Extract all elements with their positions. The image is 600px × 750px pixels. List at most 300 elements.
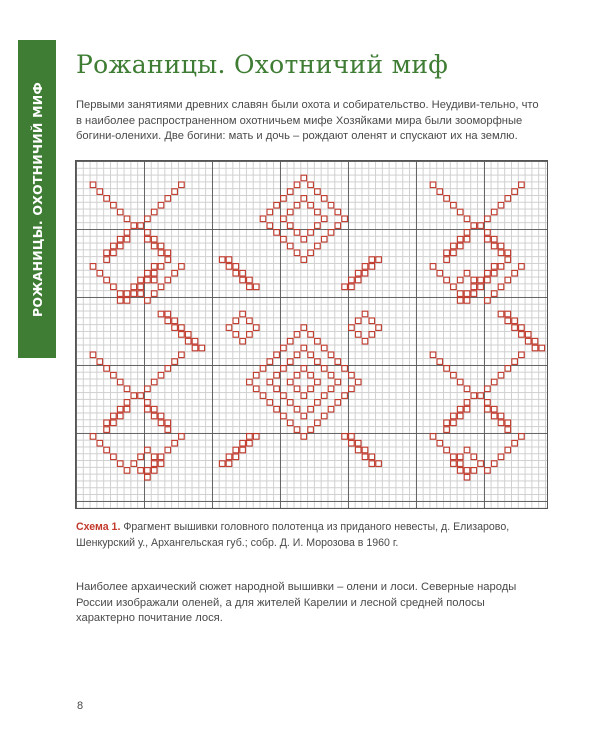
stitch-cell bbox=[301, 175, 307, 181]
stitch-cell bbox=[281, 216, 287, 222]
stitch-cell bbox=[145, 406, 151, 412]
stitch-cell bbox=[104, 447, 110, 453]
stitch-cell bbox=[138, 393, 144, 399]
stitch-cell bbox=[301, 257, 307, 263]
stitch-cell bbox=[131, 461, 137, 467]
stitch-cell bbox=[376, 325, 382, 331]
embroidery-scheme bbox=[75, 160, 548, 509]
stitch-cell bbox=[301, 325, 307, 331]
stitch-cell bbox=[451, 420, 457, 426]
stitch-cell bbox=[301, 434, 307, 440]
stitch-cell bbox=[505, 311, 511, 317]
stitch-cell bbox=[342, 434, 348, 440]
stitch-cell bbox=[451, 202, 457, 208]
stitch-cell bbox=[90, 434, 96, 440]
stitch-cell bbox=[151, 277, 157, 283]
stitch-cell bbox=[349, 325, 355, 331]
stitch-cell bbox=[464, 468, 470, 474]
stitch-cell bbox=[315, 420, 321, 426]
stitch-cell bbox=[226, 257, 232, 263]
stitch-cell bbox=[328, 386, 334, 392]
stitch-cell bbox=[512, 189, 518, 195]
stitch-cell bbox=[124, 230, 130, 236]
stitch-cell bbox=[240, 277, 246, 283]
stitch-cell bbox=[491, 270, 497, 276]
stitch-cell bbox=[247, 284, 253, 290]
stitch-cell bbox=[355, 440, 361, 446]
stitch-cell bbox=[145, 386, 151, 392]
stitch-cell bbox=[179, 434, 185, 440]
stitch-cell bbox=[525, 332, 531, 338]
stitch-cell bbox=[294, 352, 300, 358]
stitch-cell bbox=[315, 223, 321, 229]
stitch-cell bbox=[519, 182, 525, 188]
stitch-cell bbox=[124, 406, 130, 412]
stitch-cell bbox=[192, 345, 198, 351]
stitch-cell bbox=[240, 440, 246, 446]
stitch-cell bbox=[145, 400, 151, 406]
stitch-cell bbox=[151, 454, 157, 460]
stitch-cell bbox=[111, 243, 117, 249]
stitch-cell bbox=[355, 270, 361, 276]
stitch-cell bbox=[124, 216, 130, 222]
stitch-cell bbox=[369, 454, 375, 460]
stitch-cell bbox=[111, 250, 117, 256]
stitch-cell bbox=[457, 291, 463, 297]
stitch-cell bbox=[512, 440, 518, 446]
stitch-cell bbox=[111, 284, 117, 290]
stitch-cell bbox=[328, 372, 334, 378]
stitch-cell bbox=[478, 393, 484, 399]
stitch-cell bbox=[505, 447, 511, 453]
stitch-cell bbox=[287, 209, 293, 215]
stitch-cell bbox=[430, 352, 436, 358]
stitch-cell bbox=[151, 406, 157, 412]
stitch-cell bbox=[117, 243, 123, 249]
stitch-cell bbox=[505, 277, 511, 283]
stitch-cell bbox=[349, 277, 355, 283]
stitch-cell bbox=[308, 352, 314, 358]
embroidery-pattern bbox=[76, 161, 549, 510]
stitch-cell bbox=[104, 277, 110, 283]
stitch-cell bbox=[233, 318, 239, 324]
stitch-cell bbox=[308, 332, 314, 338]
stitch-cell bbox=[172, 325, 178, 331]
stitch-cell bbox=[444, 250, 450, 256]
stitch-cell bbox=[321, 216, 327, 222]
stitch-cell bbox=[165, 318, 171, 324]
stitch-cell bbox=[321, 413, 327, 419]
stitch-cell bbox=[498, 311, 504, 317]
stitch-cell bbox=[124, 236, 130, 242]
stitch-cell bbox=[335, 400, 341, 406]
stitch-cell bbox=[151, 291, 157, 297]
stitch-cell bbox=[519, 325, 525, 331]
stitch-cell bbox=[226, 461, 232, 467]
stitch-cell bbox=[260, 216, 266, 222]
stitch-cell bbox=[267, 379, 273, 385]
stitch-cell bbox=[158, 311, 164, 317]
stitch-cell bbox=[240, 311, 246, 317]
stitch-cell bbox=[131, 284, 137, 290]
stitch-cell bbox=[349, 372, 355, 378]
stitch-cell bbox=[165, 277, 171, 283]
stitch-cell bbox=[151, 243, 157, 249]
stitch-cell bbox=[321, 345, 327, 351]
stitch-cell bbox=[349, 434, 355, 440]
stitch-cell bbox=[294, 230, 300, 236]
stitch-cell bbox=[158, 202, 164, 208]
stitch-cell bbox=[539, 345, 545, 351]
stitch-cell bbox=[308, 182, 314, 188]
stitch-cell bbox=[457, 454, 463, 460]
stitch-cell bbox=[138, 284, 144, 290]
stitch-cell bbox=[451, 284, 457, 290]
stitch-cell bbox=[138, 291, 144, 297]
stitch-cell bbox=[111, 202, 117, 208]
stitch-cell bbox=[145, 270, 151, 276]
stitch-cell bbox=[281, 345, 287, 351]
stitch-cell bbox=[376, 461, 382, 467]
stitch-cell bbox=[464, 406, 470, 412]
stitch-cell bbox=[328, 406, 334, 412]
stitch-cell bbox=[444, 420, 450, 426]
stitch-cell bbox=[172, 270, 178, 276]
stitch-cell bbox=[505, 196, 511, 202]
stitch-cell bbox=[117, 406, 123, 412]
stitch-cell bbox=[362, 264, 368, 270]
stitch-cell bbox=[485, 400, 491, 406]
stitch-cell bbox=[247, 277, 253, 283]
stitch-cell bbox=[342, 366, 348, 372]
stitch-cell bbox=[97, 359, 103, 365]
stitch-cell bbox=[138, 454, 144, 460]
stitch-cell bbox=[362, 454, 368, 460]
stitch-cell bbox=[90, 352, 96, 358]
stitch-cell bbox=[308, 386, 314, 392]
stitch-cell bbox=[151, 209, 157, 215]
stitch-cell bbox=[321, 236, 327, 242]
stitch-cell bbox=[287, 338, 293, 344]
stitch-cell bbox=[117, 209, 123, 215]
stitch-cell bbox=[328, 352, 334, 358]
stitch-cell bbox=[321, 366, 327, 372]
stitch-cell bbox=[498, 372, 504, 378]
stitch-cell bbox=[233, 447, 239, 453]
stitch-cell bbox=[430, 182, 436, 188]
stitch-cell bbox=[451, 250, 457, 256]
stitch-cell bbox=[308, 202, 314, 208]
stitch-cell bbox=[532, 338, 538, 344]
stitch-cell bbox=[457, 277, 463, 283]
stitch-cell bbox=[158, 420, 164, 426]
stitch-cell bbox=[97, 189, 103, 195]
stitch-cell bbox=[437, 440, 443, 446]
stitch-cell bbox=[247, 379, 253, 385]
stitch-cell bbox=[505, 257, 511, 263]
stitch-cell bbox=[451, 461, 457, 467]
stitch-cell bbox=[315, 209, 321, 215]
stitch-cell bbox=[471, 284, 477, 290]
stitch-cell bbox=[281, 366, 287, 372]
stitch-cell bbox=[151, 264, 157, 270]
stitch-cell bbox=[233, 454, 239, 460]
stitch-cell bbox=[335, 209, 341, 215]
stitch-cell bbox=[179, 332, 185, 338]
stitch-cell bbox=[240, 338, 246, 344]
stitch-cell bbox=[240, 270, 246, 276]
stitch-cell bbox=[267, 359, 273, 365]
stitch-cell bbox=[219, 257, 225, 263]
stitch-cell bbox=[519, 332, 525, 338]
stitch-cell bbox=[498, 454, 504, 460]
stitch-cell bbox=[253, 325, 259, 331]
stitch-cell bbox=[369, 318, 375, 324]
stitch-cell bbox=[444, 196, 450, 202]
stitch-cell bbox=[247, 434, 253, 440]
stitch-cell bbox=[355, 379, 361, 385]
stitch-cell bbox=[362, 338, 368, 344]
stitch-cell bbox=[301, 236, 307, 242]
stitch-cell bbox=[362, 447, 368, 453]
stitch-cell bbox=[519, 434, 525, 440]
stitch-cell bbox=[287, 379, 293, 385]
stitch-cell bbox=[138, 223, 144, 229]
stitch-cell bbox=[301, 196, 307, 202]
stitch-cell bbox=[491, 406, 497, 412]
stitch-cell bbox=[301, 393, 307, 399]
stitch-cell bbox=[437, 270, 443, 276]
stitch-cell bbox=[158, 284, 164, 290]
stitch-cell bbox=[267, 209, 273, 215]
stitch-cell bbox=[498, 420, 504, 426]
stitch-cell bbox=[219, 461, 225, 467]
stitch-cell bbox=[158, 413, 164, 419]
stitch-cell bbox=[342, 216, 348, 222]
stitch-cell bbox=[485, 270, 491, 276]
stitch-cell bbox=[471, 277, 477, 283]
stitch-cell bbox=[301, 366, 307, 372]
stitch-cell bbox=[267, 400, 273, 406]
stitch-cell bbox=[138, 277, 144, 283]
stitch-cell bbox=[247, 318, 253, 324]
stitch-cell bbox=[253, 372, 259, 378]
stitch-cell bbox=[464, 230, 470, 236]
stitch-cell bbox=[165, 427, 171, 433]
stitch-cell bbox=[532, 345, 538, 351]
stitch-cell bbox=[464, 298, 470, 304]
stitch-cell bbox=[457, 236, 463, 242]
stitch-cell bbox=[172, 359, 178, 365]
stitch-cell bbox=[158, 264, 164, 270]
stitch-cell bbox=[485, 236, 491, 242]
stitch-cell bbox=[444, 427, 450, 433]
stitch-cell bbox=[247, 440, 253, 446]
stitch-cell bbox=[240, 447, 246, 453]
stitch-cell bbox=[308, 406, 314, 412]
stitch-cell bbox=[158, 243, 164, 249]
stitch-cell bbox=[117, 461, 123, 467]
stitch-cell bbox=[512, 270, 518, 276]
stitch-cell bbox=[233, 264, 239, 270]
stitch-cell bbox=[451, 454, 457, 460]
stitch-cell bbox=[90, 264, 96, 270]
stitch-cell bbox=[247, 332, 253, 338]
stitch-cell bbox=[464, 400, 470, 406]
stitch-cell bbox=[471, 393, 477, 399]
stitch-cell bbox=[274, 352, 280, 358]
stitch-cell bbox=[281, 393, 287, 399]
stitch-cell bbox=[185, 332, 191, 338]
stitch-cell bbox=[124, 298, 130, 304]
stitch-cell bbox=[124, 291, 130, 297]
stitch-cell bbox=[519, 264, 525, 270]
stitch-cell bbox=[451, 243, 457, 249]
stitch-cell bbox=[485, 386, 491, 392]
stitch-cell bbox=[464, 447, 470, 453]
stitch-cell bbox=[117, 413, 123, 419]
stitch-cell bbox=[308, 372, 314, 378]
stitch-cell bbox=[117, 291, 123, 297]
stitch-cell bbox=[97, 440, 103, 446]
stitch-cell bbox=[369, 332, 375, 338]
stitch-cell bbox=[172, 318, 178, 324]
stitch-cell bbox=[349, 284, 355, 290]
stitch-cell bbox=[117, 298, 123, 304]
stitch-cell bbox=[138, 468, 144, 474]
stitch-cell bbox=[151, 468, 157, 474]
stitch-cell bbox=[233, 332, 239, 338]
stitch-cell bbox=[165, 311, 171, 317]
stitch-cell bbox=[308, 250, 314, 256]
stitch-cell bbox=[328, 230, 334, 236]
stitch-cell bbox=[376, 257, 382, 263]
body-paragraph: Наиболее архаический сюжет народной вышивки – олени и лоси. Северные народы России изображали оленей, а для жителей Карелии и лесной средней полосы характерно почитание лося. bbox=[76, 581, 517, 624]
stitch-cell bbox=[294, 182, 300, 188]
stitch-cell bbox=[478, 277, 484, 283]
stitch-cell bbox=[355, 277, 361, 283]
stitch-cell bbox=[253, 434, 259, 440]
stitch-cell bbox=[158, 372, 164, 378]
stitch-cell bbox=[165, 420, 171, 426]
stitch-cell bbox=[512, 318, 518, 324]
stitch-cell bbox=[478, 461, 484, 467]
stitch-cell bbox=[362, 311, 368, 317]
stitch-cell bbox=[525, 338, 531, 344]
stitch-cell bbox=[294, 202, 300, 208]
stitch-cell bbox=[179, 352, 185, 358]
stitch-cell bbox=[498, 413, 504, 419]
stitch-cell bbox=[498, 202, 504, 208]
stitch-cell bbox=[274, 372, 280, 378]
stitch-cell bbox=[335, 359, 341, 365]
stitch-cell bbox=[111, 454, 117, 460]
caption-text: Фрагмент вышивки головного полотенца из приданого невесты, д. Елизарово, Шенкурский у., Архангельская губ.; собр. Д. И. Морозова в 1960 г. bbox=[76, 521, 510, 549]
stitch-cell bbox=[464, 236, 470, 242]
stitch-cell bbox=[151, 236, 157, 242]
stitch-cell bbox=[485, 298, 491, 304]
stitch-cell bbox=[498, 250, 504, 256]
stitch-cell bbox=[335, 223, 341, 229]
stitch-cell bbox=[233, 270, 239, 276]
stitch-cell bbox=[491, 413, 497, 419]
stitch-cell bbox=[274, 202, 280, 208]
stitch-cell bbox=[308, 427, 314, 433]
stitch-cell bbox=[457, 209, 463, 215]
stitch-cell bbox=[505, 420, 511, 426]
sidebar-label: РОЖАНИЦЫ. ОХОТНИЧИЙ МИФ bbox=[29, 81, 45, 317]
stitch-cell bbox=[274, 230, 280, 236]
stitch-cell bbox=[430, 434, 436, 440]
stitch-cell bbox=[335, 379, 341, 385]
stitch-cell bbox=[165, 447, 171, 453]
stitch-cell bbox=[444, 447, 450, 453]
stitch-cell bbox=[498, 284, 504, 290]
stitch-cell bbox=[111, 420, 117, 426]
stitch-cell bbox=[349, 440, 355, 446]
stitch-cell bbox=[158, 461, 164, 467]
stitch-cell bbox=[104, 427, 110, 433]
stitch-cell bbox=[111, 413, 117, 419]
stitch-cell bbox=[457, 413, 463, 419]
stitch-cell bbox=[315, 379, 321, 385]
stitch-cell bbox=[505, 366, 511, 372]
stitch-cell bbox=[145, 216, 151, 222]
stitch-cell bbox=[491, 379, 497, 385]
stitch-cell bbox=[464, 216, 470, 222]
stitch-cell bbox=[498, 243, 504, 249]
stitch-cell bbox=[369, 264, 375, 270]
stitch-cell bbox=[294, 250, 300, 256]
figure-caption bbox=[76, 519, 546, 551]
stitch-cell bbox=[471, 468, 477, 474]
stitch-cell bbox=[430, 264, 436, 270]
stitch-cell bbox=[464, 386, 470, 392]
stitch-cell bbox=[287, 359, 293, 365]
stitch-cell bbox=[485, 230, 491, 236]
stitch-cell bbox=[226, 325, 232, 331]
stitch-cell bbox=[491, 209, 497, 215]
intro-paragraph: Первыми занятиями древних славян были охота и собирательство. Неудиви-тельно, что в наиболее распространенном охотничьем мифе Хозяйками мира были зооморфные богини-оленихи. Две богини: мать и дочь – рождают оленят и спускают их на землю. bbox=[76, 99, 539, 142]
stitch-cell bbox=[457, 379, 463, 385]
stitch-cell bbox=[267, 223, 273, 229]
stitch-cell bbox=[308, 230, 314, 236]
stitch-cell bbox=[451, 413, 457, 419]
stitch-cell bbox=[444, 366, 450, 372]
stitch-cell bbox=[349, 386, 355, 392]
stitch-cell bbox=[457, 298, 463, 304]
stitch-cell bbox=[457, 461, 463, 467]
stitch-cell bbox=[485, 406, 491, 412]
stitch-cell bbox=[294, 332, 300, 338]
stitch-cell bbox=[124, 400, 130, 406]
stitch-cell bbox=[165, 366, 171, 372]
stitch-cell bbox=[355, 447, 361, 453]
stitch-cell bbox=[369, 257, 375, 263]
stitch-cell bbox=[111, 372, 117, 378]
stitch-cell bbox=[179, 182, 185, 188]
stitch-cell bbox=[294, 427, 300, 433]
stitch-cell bbox=[301, 345, 307, 351]
section-sidebar-tab bbox=[18, 40, 56, 358]
stitch-cell bbox=[321, 196, 327, 202]
stitch-cell bbox=[158, 250, 164, 256]
stitch-cell bbox=[485, 277, 491, 283]
page-title: Рожаницы. Охотничий миф bbox=[76, 50, 449, 79]
stitch-cell bbox=[158, 454, 164, 460]
stitch-cell bbox=[281, 196, 287, 202]
stitch-cell bbox=[104, 257, 110, 263]
